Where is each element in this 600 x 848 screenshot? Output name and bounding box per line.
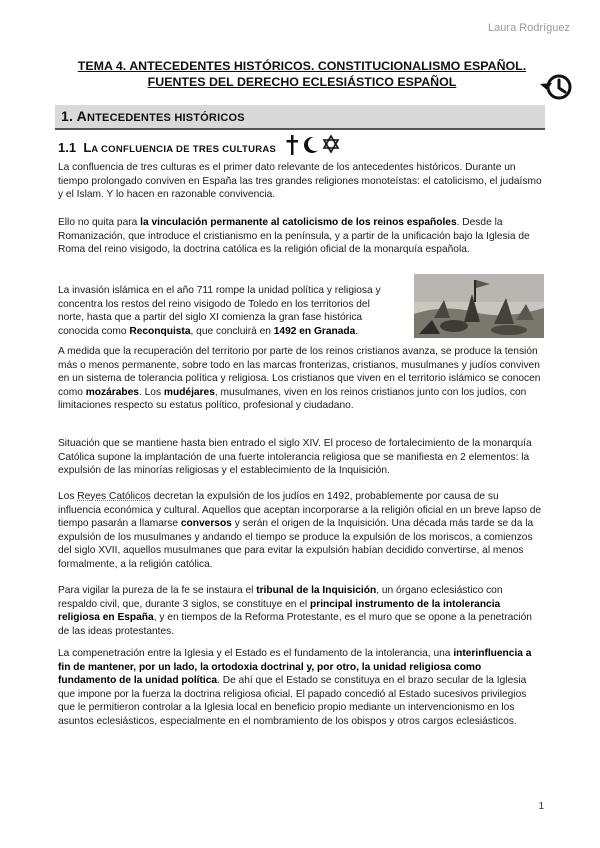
paragraph-5: Situación que se mantiene hasta bien entrado el siglo XIV. El proceso de fortalecimiento de la monarquía Católica supone la implantación de una fuerte intolerancia religiosa que se manifiesta en 2 elementos: la expulsión de las minorías religiosas y el establecimiento de la Inquisición. [58,438,532,477]
paragraph-7: Para vigilar la pureza de la fe se instaura el tribunal de la Inquisición, un órgano eclesiástico con respaldo civil, que, durante 3 siglos, se constituye en el principal instrumento de la intolerancia religiosa en España, y en tiempos de la Reforma Protestante, es el muro que se opone a la penetración de las ideas protestantes. [58,585,532,637]
paragraph-6: Los Reyes Católicos decretan la expulsión de los judíos en 1492, probablemente por causa de su influencia económica y cultural. Aquellos que aceptan incorporarse a la religión oficial en un breve lapso de tiempo pasarán a llamarse conversos y serán el origen de la Inquisición. Una década más tarde se da la expulsión de los musulmanes y andando el tiempo se produce la expulsión de los moriscos, a comienzos del siglo XVII, aquellos musulmanes que para evitar la expulsión habían decidido convertirse, al menos formalmente, a la religión católica. [58,491,542,570]
title-line-2: FUENTES DEL DERECHO ECLESIÁSTICO ESPAÑOL [147,75,457,89]
history-icon [536,70,576,104]
religion-symbols-icon [285,133,341,157]
section-1-heading: 1. ANTECEDENTES HISTÓRICOS [61,108,245,124]
section-1-1-heading: 1.1 LA CONFLUENCIA DE TRES CULTURAS [58,140,277,155]
paragraph-1: La confluencia de tres culturas es el primer dato relevante de los antecedentes históricos. Durante un tiempo prolongado conviven en España las tres grandes religiones monoteístas: el catolicismo, el judaísmo y el Islam. Y lo hacen en razonable convivencia. [58,162,542,201]
document-title [56,58,548,90]
author-name: Laura Rodríguez [488,22,570,34]
paragraph-3: La invasión islámica en el año 711 rompe la unidad política y religiosa y concentra los restos del reino visigodo de Toledo en los territorios del norte, hasta que a partir del siglo XI comienza la gran fase histórica conocida como Reconquista, que concluirá en 1492 en Granada. [58,285,381,337]
paragraph-2: Ello no quita para la vinculación permanente al catolicismo de los reinos españoles. Desde la Romanización, que introduce el cristianismo en la península, y a partir de la unificación bajo la Iglesia de Roma del reino visigodo, la doctrina católica es la religión oficial de la monarquía española. [58,217,530,256]
paragraph-4: A medida que la recuperación del territorio por parte de los reinos cristianos avanza, se produce la tensión más o menos permanente, sobre todo en las marcas fronterizas, cristianos, musulmanes y judíos conviven en un sistema de tolerancia política y religiosa. Los cristianos que viven en el territorio islámico se conocen como mozárabes. Los mudéjares, musulmanes, viven en los reinos cristianos junto con los judíos, con limitaciones respecto su estatus político, profesional y ciudadano. [58,346,541,412]
page-number: 1 [538,801,544,812]
paragraph-8: La compenetración entre la Iglesia y el Estado es el fundamento de la intolerancia, una interinfluencia a fin de mantener, por un lado, la ortodoxia doctrinal y, por otro, la unidad religiosa como fundamento de la unidad política. De ahí que el Estado se constituya en el brazo secular de la Iglesia que impone por la fuerza la doctrina religiosa oficial. El papado concedió al Estado sucesivos privilegios que le permitieron controlar a la Iglesia local en beneficio propio mediante un intervencionismo en los asuntos eclesiásticos, especialmente en el nombramiento de los obispos y otros cargos eclesiásticos. [58,648,532,727]
section-1-heading-bar [55,105,545,130]
title-line-1: TEMA 4. ANTECEDENTES HISTÓRICOS. CONSTITUCIONALISMO ESPAÑOL. [77,59,527,73]
battle-painting-icon [414,274,544,338]
